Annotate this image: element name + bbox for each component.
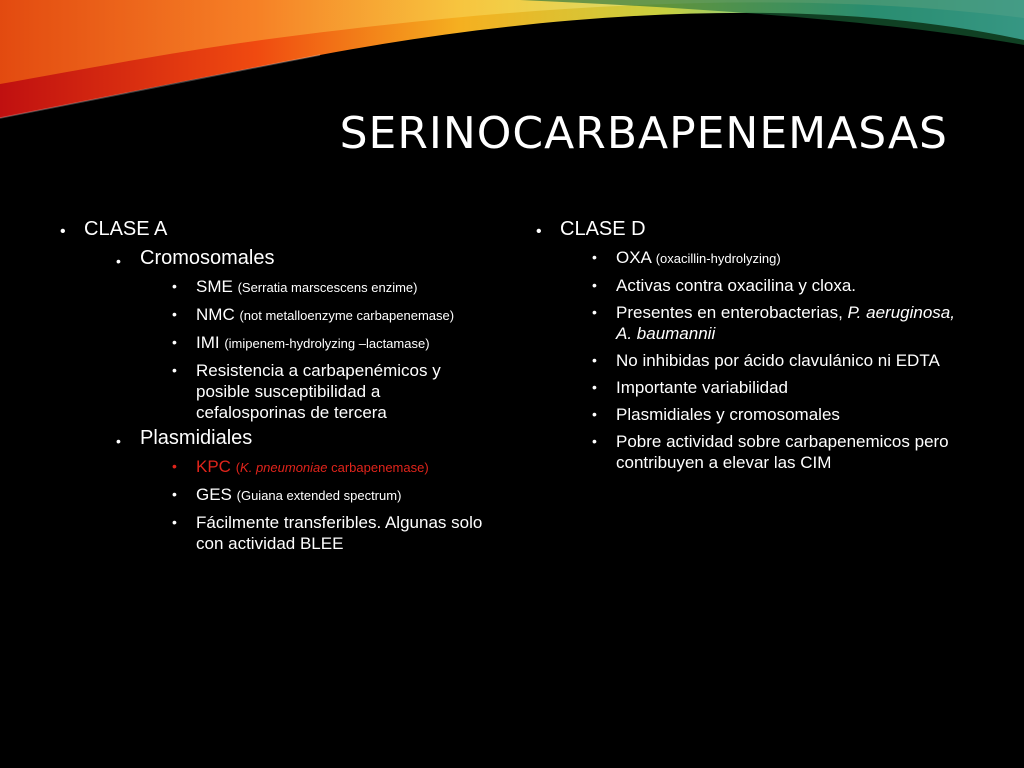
clase-a-heading: CLASE A (84, 218, 168, 240)
item-note: (Guiana extended spectrum) (236, 488, 402, 503)
item-main: Plasmidiales y cromosomales (616, 405, 840, 424)
right-column (536, 218, 966, 481)
item-note: (oxacillin-hydrolyzing) (655, 251, 781, 266)
item-main: Activas contra oxacilina y cloxa. (616, 276, 856, 295)
item-note: (not metalloenzyme carbapenemase) (239, 308, 455, 323)
list-item (592, 275, 966, 296)
item-note: (Serratia marscescens enzime) (237, 280, 418, 295)
clase-d-item (536, 218, 966, 473)
list-item (172, 484, 490, 506)
list-item-highlight (172, 456, 490, 478)
list-item (172, 304, 490, 326)
clase-a-item (60, 218, 490, 554)
item-note-italic: K. pneumoniae (240, 460, 328, 475)
left-column (60, 218, 490, 562)
list-item (592, 247, 966, 269)
item-main: GES (196, 485, 232, 504)
cromosomales-label: Cromosomales (140, 247, 275, 269)
list-item (172, 360, 490, 423)
item-main: No inhibidas por ácido clavulánico ni EDTA (616, 351, 940, 370)
plasmidiales-label: Plasmidiales (140, 427, 253, 449)
list-item (172, 332, 490, 354)
item-italic: P. aeruginosa, A. baumannii (616, 303, 955, 343)
item-note: ( (235, 460, 241, 475)
item-note: carbapenemase) (327, 460, 429, 475)
slide-title: SERINOCARBAPENEMASAS (339, 108, 948, 159)
list-item (592, 302, 966, 344)
item-main: NMC (196, 305, 235, 324)
plasmidiales-item (116, 427, 490, 554)
list-item (592, 377, 966, 398)
item-main: IMI (196, 333, 220, 352)
cromosomales-item (116, 247, 490, 423)
item-main: Resistencia a carbapenémicos y posible susceptibilidad a cefalosporinas de tercera (196, 361, 441, 422)
item-main: OXA (616, 248, 651, 267)
item-main: SME (196, 277, 233, 296)
item-main: Presentes en enterobacterias, (616, 303, 848, 322)
item-main: Importante variabilidad (616, 378, 788, 397)
list-item (592, 431, 966, 473)
list-item (172, 512, 490, 554)
list-item (592, 350, 966, 371)
item-note: (imipenem-hydrolyzing –lactamase) (224, 336, 430, 351)
clase-d-heading: CLASE D (560, 218, 646, 240)
item-main: Fácilmente transferibles. Algunas solo con actividad BLEE (196, 513, 483, 553)
list-item (172, 276, 490, 298)
item-main: KPC (196, 457, 231, 476)
item-main: Pobre actividad sobre carbapenemicos pero contribuyen a elevar las CIM (616, 432, 949, 472)
list-item (592, 404, 966, 425)
